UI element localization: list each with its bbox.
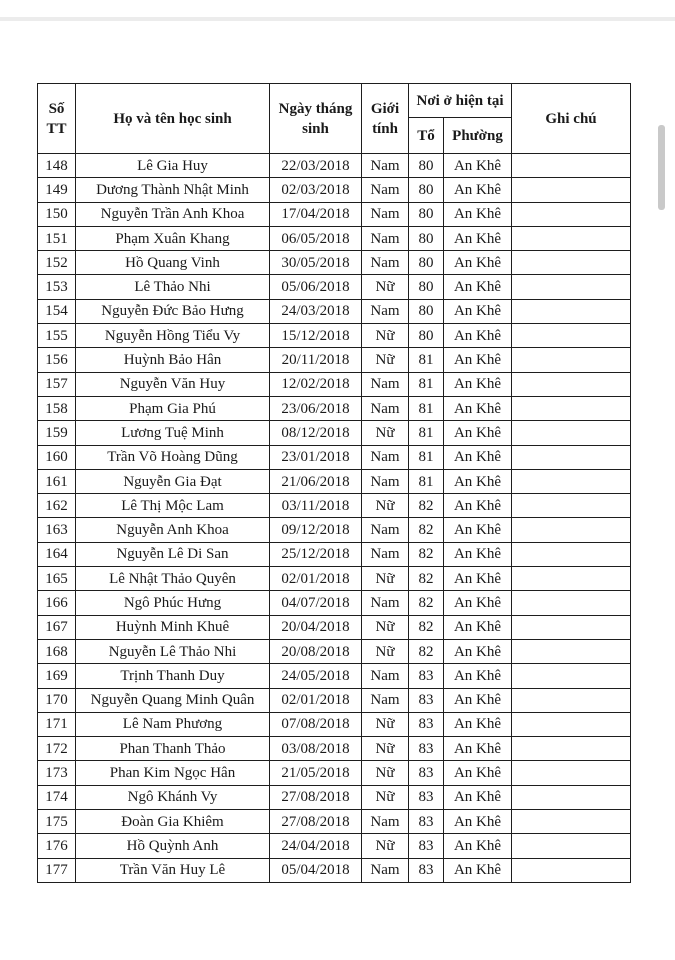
cell-gender: Nam	[362, 372, 409, 396]
cell-gender: Nam	[362, 664, 409, 688]
cell-to: 83	[409, 712, 444, 736]
cell-student-name: Nguyễn Anh Khoa	[76, 518, 270, 542]
cell-stt: 172	[38, 737, 76, 761]
header-stt	[38, 84, 76, 154]
cell-to: 82	[409, 518, 444, 542]
cell-date-of-birth: 02/01/2018	[270, 567, 362, 591]
cell-date-of-birth: 24/04/2018	[270, 834, 362, 858]
cell-to: 80	[409, 251, 444, 275]
cell-note	[512, 591, 631, 615]
cell-note	[512, 518, 631, 542]
header-gender	[362, 84, 409, 154]
cell-date-of-birth: 17/04/2018	[270, 202, 362, 226]
cell-ward: An Khê	[444, 372, 512, 396]
cell-stt: 150	[38, 202, 76, 226]
cell-note	[512, 324, 631, 348]
header-dob-line2: sinh	[302, 120, 329, 137]
header-name: Họ và tên học sinh	[76, 84, 270, 154]
cell-note	[512, 785, 631, 809]
cell-stt: 153	[38, 275, 76, 299]
cell-student-name: Dương Thành Nhật Minh	[76, 178, 270, 202]
cell-ward: An Khê	[444, 518, 512, 542]
cell-stt: 163	[38, 518, 76, 542]
cell-date-of-birth: 25/12/2018	[270, 542, 362, 566]
cell-student-name: Trịnh Thanh Duy	[76, 664, 270, 688]
cell-student-name: Trần Võ Hoàng Dũng	[76, 445, 270, 469]
cell-to: 83	[409, 858, 444, 882]
cell-note	[512, 737, 631, 761]
cell-ward: An Khê	[444, 688, 512, 712]
table-row	[38, 251, 631, 275]
cell-stt: 167	[38, 615, 76, 639]
table-row	[38, 154, 631, 178]
cell-gender: Nữ	[362, 737, 409, 761]
cell-to: 82	[409, 494, 444, 518]
cell-stt: 177	[38, 858, 76, 882]
cell-ward: An Khê	[444, 615, 512, 639]
cell-note	[512, 421, 631, 445]
cell-stt: 170	[38, 688, 76, 712]
cell-student-name: Lê Thị Mộc Lam	[76, 494, 270, 518]
cell-note	[512, 251, 631, 275]
cell-date-of-birth: 03/11/2018	[270, 494, 362, 518]
cell-date-of-birth: 24/03/2018	[270, 299, 362, 323]
cell-note	[512, 299, 631, 323]
cell-gender: Nam	[362, 202, 409, 226]
cell-ward: An Khê	[444, 712, 512, 736]
table-row	[38, 712, 631, 736]
header-dob-line1: Ngày tháng	[278, 100, 353, 117]
cell-to: 83	[409, 834, 444, 858]
cell-to: 83	[409, 785, 444, 809]
cell-ward: An Khê	[444, 226, 512, 250]
cell-date-of-birth: 20/08/2018	[270, 639, 362, 663]
cell-gender: Nam	[362, 518, 409, 542]
table-row	[38, 639, 631, 663]
cell-student-name: Lê Nhật Thảo Quyên	[76, 567, 270, 591]
cell-note	[512, 226, 631, 250]
table-row	[38, 664, 631, 688]
cell-to: 82	[409, 591, 444, 615]
cell-gender: Nam	[362, 178, 409, 202]
cell-ward: An Khê	[444, 858, 512, 882]
table-row	[38, 421, 631, 445]
table-row	[38, 542, 631, 566]
cell-gender: Nữ	[362, 348, 409, 372]
cell-note	[512, 761, 631, 785]
header-to: Tổ	[409, 118, 444, 154]
cell-to: 82	[409, 542, 444, 566]
cell-ward: An Khê	[444, 469, 512, 493]
cell-to: 82	[409, 639, 444, 663]
cell-gender: Nữ	[362, 494, 409, 518]
header-residence: Nơi ở hiện tại	[409, 84, 512, 118]
cell-date-of-birth: 22/03/2018	[270, 154, 362, 178]
cell-to: 80	[409, 154, 444, 178]
cell-date-of-birth: 23/01/2018	[270, 445, 362, 469]
table-row	[38, 518, 631, 542]
cell-to: 81	[409, 445, 444, 469]
cell-ward: An Khê	[444, 785, 512, 809]
cell-stt: 151	[38, 226, 76, 250]
table-row	[38, 445, 631, 469]
cell-to: 82	[409, 615, 444, 639]
cell-student-name: Phạm Gia Phú	[76, 396, 270, 420]
cell-to: 80	[409, 202, 444, 226]
table-row	[38, 226, 631, 250]
cell-note	[512, 348, 631, 372]
cell-stt: 152	[38, 251, 76, 275]
cell-stt: 156	[38, 348, 76, 372]
cell-student-name: Lê Thảo Nhi	[76, 275, 270, 299]
student-roster-table	[37, 83, 631, 883]
cell-ward: An Khê	[444, 421, 512, 445]
cell-gender: Nữ	[362, 324, 409, 348]
cell-note	[512, 615, 631, 639]
cell-gender: Nam	[362, 810, 409, 834]
cell-note	[512, 469, 631, 493]
cell-date-of-birth: 05/04/2018	[270, 858, 362, 882]
table-row	[38, 737, 631, 761]
cell-ward: An Khê	[444, 396, 512, 420]
cell-to: 80	[409, 178, 444, 202]
cell-ward: An Khê	[444, 202, 512, 226]
cell-note	[512, 202, 631, 226]
cell-student-name: Ngô Phúc Hưng	[76, 591, 270, 615]
cell-gender: Nam	[362, 858, 409, 882]
cell-ward: An Khê	[444, 299, 512, 323]
cell-stt: 157	[38, 372, 76, 396]
table-row	[38, 810, 631, 834]
roster-body	[38, 154, 631, 883]
cell-stt: 174	[38, 785, 76, 809]
cell-student-name: Phan Kim Ngọc Hân	[76, 761, 270, 785]
cell-ward: An Khê	[444, 178, 512, 202]
cell-student-name: Hồ Quang Vinh	[76, 251, 270, 275]
cell-ward: An Khê	[444, 348, 512, 372]
cell-gender: Nữ	[362, 785, 409, 809]
cell-note	[512, 567, 631, 591]
cell-gender: Nữ	[362, 421, 409, 445]
cell-gender: Nam	[362, 469, 409, 493]
cell-note	[512, 858, 631, 882]
viewer-top-bar	[0, 0, 675, 21]
table-row	[38, 567, 631, 591]
cell-stt: 149	[38, 178, 76, 202]
table-row	[38, 202, 631, 226]
cell-ward: An Khê	[444, 737, 512, 761]
cell-gender: Nam	[362, 688, 409, 712]
cell-student-name: Nguyễn Đức Bảo Hưng	[76, 299, 270, 323]
cell-note	[512, 688, 631, 712]
cell-date-of-birth: 12/02/2018	[270, 372, 362, 396]
cell-date-of-birth: 27/08/2018	[270, 785, 362, 809]
table-row	[38, 834, 631, 858]
cell-ward: An Khê	[444, 834, 512, 858]
cell-stt: 160	[38, 445, 76, 469]
cell-date-of-birth: 05/06/2018	[270, 275, 362, 299]
table-row	[38, 178, 631, 202]
cell-note	[512, 494, 631, 518]
table-row	[38, 348, 631, 372]
cell-student-name: Nguyễn Lê Di San	[76, 542, 270, 566]
cell-date-of-birth: 02/03/2018	[270, 178, 362, 202]
cell-gender: Nữ	[362, 712, 409, 736]
cell-date-of-birth: 15/12/2018	[270, 324, 362, 348]
cell-student-name: Đoàn Gia Khiêm	[76, 810, 270, 834]
header-row-top	[38, 84, 631, 118]
cell-date-of-birth: 03/08/2018	[270, 737, 362, 761]
cell-gender: Nam	[362, 251, 409, 275]
cell-date-of-birth: 09/12/2018	[270, 518, 362, 542]
cell-to: 83	[409, 737, 444, 761]
cell-student-name: Nguyễn Văn Huy	[76, 372, 270, 396]
cell-student-name: Phạm Xuân Khang	[76, 226, 270, 250]
cell-student-name: Nguyễn Lê Thảo Nhi	[76, 639, 270, 663]
cell-stt: 169	[38, 664, 76, 688]
cell-to: 83	[409, 810, 444, 834]
cell-note	[512, 275, 631, 299]
cell-ward: An Khê	[444, 324, 512, 348]
cell-student-name: Nguyễn Trần Anh Khoa	[76, 202, 270, 226]
cell-to: 81	[409, 421, 444, 445]
cell-stt: 165	[38, 567, 76, 591]
cell-gender: Nữ	[362, 275, 409, 299]
cell-to: 81	[409, 396, 444, 420]
header-note: Ghi chú	[512, 84, 631, 154]
header-gender-line1: Giới	[370, 100, 400, 117]
cell-student-name: Lương Tuệ Minh	[76, 421, 270, 445]
table-row	[38, 372, 631, 396]
table-row	[38, 396, 631, 420]
header-dob	[270, 84, 362, 154]
cell-date-of-birth: 07/08/2018	[270, 712, 362, 736]
cell-stt: 158	[38, 396, 76, 420]
cell-gender: Nam	[362, 226, 409, 250]
cell-ward: An Khê	[444, 542, 512, 566]
cell-ward: An Khê	[444, 275, 512, 299]
cell-date-of-birth: 08/12/2018	[270, 421, 362, 445]
cell-ward: An Khê	[444, 591, 512, 615]
cell-gender: Nữ	[362, 567, 409, 591]
cell-student-name: Huỳnh Minh Khuê	[76, 615, 270, 639]
cell-student-name: Lê Nam Phương	[76, 712, 270, 736]
cell-date-of-birth: 02/01/2018	[270, 688, 362, 712]
cell-date-of-birth: 21/05/2018	[270, 761, 362, 785]
cell-student-name: Ngô Khánh Vy	[76, 785, 270, 809]
cell-to: 81	[409, 348, 444, 372]
cell-ward: An Khê	[444, 154, 512, 178]
cell-to: 83	[409, 761, 444, 785]
header-stt-line2: TT	[46, 120, 67, 137]
cell-gender: Nữ	[362, 639, 409, 663]
cell-gender: Nam	[362, 542, 409, 566]
table-row	[38, 785, 631, 809]
table-row	[38, 858, 631, 882]
cell-note	[512, 834, 631, 858]
table-row	[38, 275, 631, 299]
cell-note	[512, 664, 631, 688]
cell-date-of-birth: 23/06/2018	[270, 396, 362, 420]
cell-stt: 173	[38, 761, 76, 785]
cell-date-of-birth: 06/05/2018	[270, 226, 362, 250]
table-row	[38, 469, 631, 493]
cell-note	[512, 542, 631, 566]
cell-note	[512, 372, 631, 396]
cell-date-of-birth: 30/05/2018	[270, 251, 362, 275]
header-gender-line2: tính	[372, 120, 398, 137]
cell-stt: 161	[38, 469, 76, 493]
table-row	[38, 494, 631, 518]
cell-date-of-birth: 20/04/2018	[270, 615, 362, 639]
cell-note	[512, 396, 631, 420]
cell-student-name: Nguyễn Hồng Tiểu Vy	[76, 324, 270, 348]
cell-student-name: Hồ Quỳnh Anh	[76, 834, 270, 858]
cell-to: 80	[409, 324, 444, 348]
table-row	[38, 324, 631, 348]
cell-gender: Nữ	[362, 615, 409, 639]
cell-date-of-birth: 21/06/2018	[270, 469, 362, 493]
cell-ward: An Khê	[444, 810, 512, 834]
cell-note	[512, 445, 631, 469]
cell-ward: An Khê	[444, 567, 512, 591]
cell-gender: Nữ	[362, 834, 409, 858]
cell-gender: Nam	[362, 299, 409, 323]
table-row	[38, 688, 631, 712]
cell-student-name: Nguyễn Gia Đạt	[76, 469, 270, 493]
cell-stt: 159	[38, 421, 76, 445]
cell-stt: 175	[38, 810, 76, 834]
cell-stt: 166	[38, 591, 76, 615]
table-row	[38, 761, 631, 785]
cell-gender: Nam	[362, 591, 409, 615]
cell-stt: 164	[38, 542, 76, 566]
cell-stt: 148	[38, 154, 76, 178]
cell-to: 83	[409, 688, 444, 712]
cell-student-name: Lê Gia Huy	[76, 154, 270, 178]
cell-note	[512, 154, 631, 178]
cell-ward: An Khê	[444, 494, 512, 518]
cell-date-of-birth: 20/11/2018	[270, 348, 362, 372]
cell-ward: An Khê	[444, 251, 512, 275]
cell-gender: Nam	[362, 154, 409, 178]
cell-stt: 176	[38, 834, 76, 858]
cell-stt: 154	[38, 299, 76, 323]
cell-date-of-birth: 24/05/2018	[270, 664, 362, 688]
cell-stt: 171	[38, 712, 76, 736]
cell-stt: 155	[38, 324, 76, 348]
cell-to: 81	[409, 469, 444, 493]
cell-note	[512, 639, 631, 663]
vertical-scrollbar[interactable]	[658, 125, 665, 210]
cell-stt: 168	[38, 639, 76, 663]
cell-ward: An Khê	[444, 664, 512, 688]
cell-gender: Nam	[362, 396, 409, 420]
cell-to: 83	[409, 664, 444, 688]
cell-gender: Nữ	[362, 761, 409, 785]
cell-to: 81	[409, 372, 444, 396]
cell-to: 82	[409, 567, 444, 591]
cell-ward: An Khê	[444, 639, 512, 663]
table-row	[38, 591, 631, 615]
cell-gender: Nam	[362, 445, 409, 469]
cell-student-name: Trần Văn Huy Lê	[76, 858, 270, 882]
cell-note	[512, 712, 631, 736]
header-ward: Phường	[444, 118, 512, 154]
cell-ward: An Khê	[444, 445, 512, 469]
cell-date-of-birth: 04/07/2018	[270, 591, 362, 615]
cell-student-name: Phan Thanh Thảo	[76, 737, 270, 761]
table-row	[38, 299, 631, 323]
cell-note	[512, 810, 631, 834]
cell-to: 80	[409, 299, 444, 323]
cell-date-of-birth: 27/08/2018	[270, 810, 362, 834]
cell-stt: 162	[38, 494, 76, 518]
cell-ward: An Khê	[444, 761, 512, 785]
header-stt-line1: Số	[48, 100, 65, 117]
cell-note	[512, 178, 631, 202]
cell-to: 80	[409, 226, 444, 250]
table-row	[38, 615, 631, 639]
cell-student-name: Nguyễn Quang Minh Quân	[76, 688, 270, 712]
cell-to: 80	[409, 275, 444, 299]
cell-student-name: Huỳnh Bảo Hân	[76, 348, 270, 372]
